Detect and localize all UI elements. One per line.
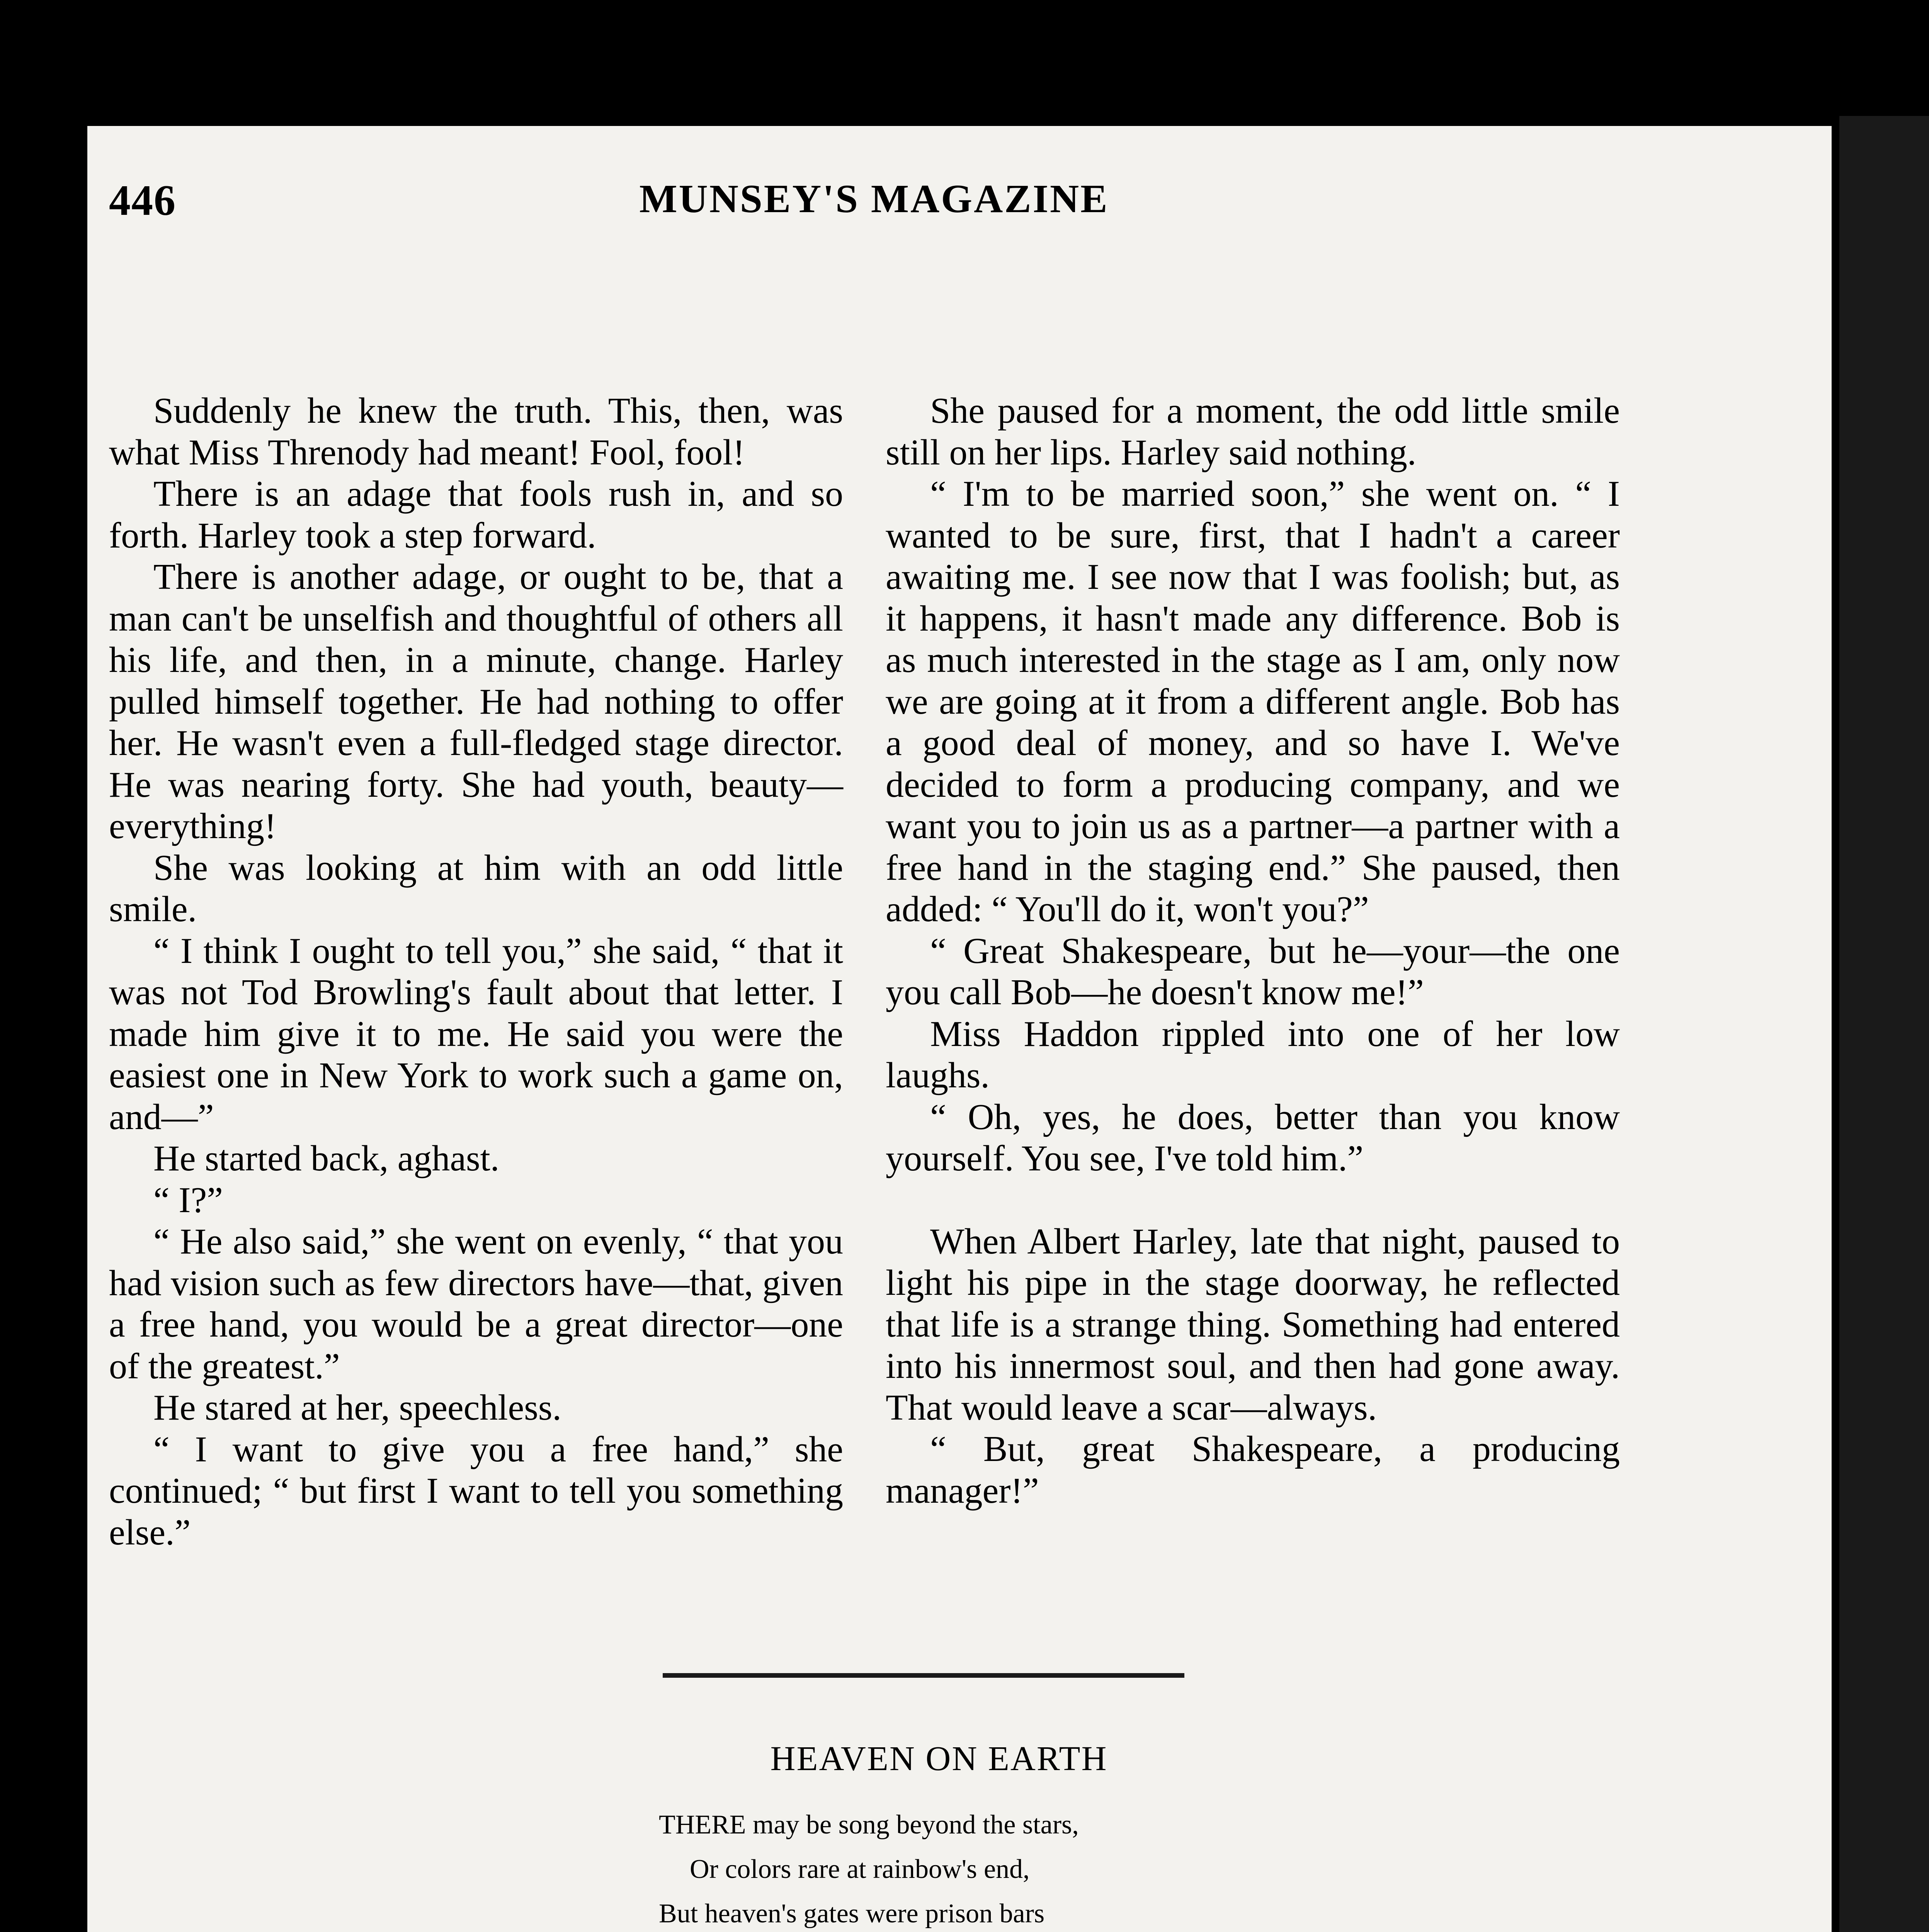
poem-line: Or colors rare at rainbow's end, xyxy=(690,1854,1030,1884)
poem-line: THERE may be song beyond the stars, xyxy=(659,1810,1079,1840)
paragraph: “ I think I ought to tell you,” she said, “ that it was not Tod Browling's fault about that letter. I made him give it to me. He said you were the easiest one in New York to work such a game on, and—” xyxy=(109,930,843,1137)
poem-stanza xyxy=(659,1803,1548,1932)
paragraph: There is another adage, or ought to be, that a man can't be unselfish and thoughtful of others all his life, and then, in a minute, change. Harley pulled himself together. He had nothing to offer her. He wasn't even a full-fledged stage director. He was nearing forty. She had youth, beauty—everything! xyxy=(109,557,843,846)
section-divider xyxy=(663,1673,1184,1678)
paragraph: “ I'm to be married soon,” she went on. “ I wanted to be sure, first, that I hadn't a career awaiting me. I see now that I was foolish; but, as it happens, it hasn't made any difference. Bob is as much interested in the stage as I am, only now we are going at it from a different angle. Bob has a good deal of money, and so have I. We've decided to form a producing company, and we want you to join us as a partner—a partner with a free hand in the staging end.” She paused, then added: “ You'll do it, won't you?” xyxy=(886,474,1620,929)
page-header xyxy=(109,176,1639,234)
section-break xyxy=(886,1180,1620,1221)
poem-line: But heaven's gates were prison bars xyxy=(659,1899,1045,1929)
paragraph: He stared at her, speechless. xyxy=(153,1388,561,1428)
paragraph: “ I?” xyxy=(153,1180,223,1220)
paragraph: When Albert Harley, late that night, paused to light his pipe in the stage doorway, he reflected that life is a strange thing. Something had entered into his innermost soul, and then had gone away. That would leave a scar—always. xyxy=(886,1221,1620,1428)
paragraph: Suddenly he knew the truth. This, then, was what Miss Threnody had meant! Fool, fool! xyxy=(109,391,843,473)
paragraph: “ But, great Shakespeare, a producing manager!” xyxy=(886,1429,1620,1511)
paragraph: There is an adage that fools rush in, and so forth. Harley took a step forward. xyxy=(109,474,843,556)
right-column xyxy=(886,390,1620,1512)
paragraph: “ He also said,” she went on evenly, “ that you had vision such as few directors have—that, given a free hand, you would be a great director—one of the greatest.” xyxy=(109,1221,843,1386)
paragraph: “ Oh, yes, he does, better than you know yourself. You see, I've told him.” xyxy=(886,1097,1620,1179)
paragraph: She was looking at him with an odd little smile. xyxy=(109,847,843,929)
paragraph: He started back, aghast. xyxy=(153,1138,500,1179)
poem xyxy=(659,1803,1548,1932)
left-column xyxy=(109,390,843,1553)
poem-title: HEAVEN ON EARTH xyxy=(770,1740,1108,1778)
paragraph: Miss Haddon rippled into one of her low laughs. xyxy=(886,1014,1620,1095)
paragraph: “ Great Shakespeare, but he—your—the one you call Bob—he doesn't know me!” xyxy=(886,930,1620,1012)
running-title: MUNSEY'S MAGAZINE xyxy=(639,177,1109,221)
paragraph: “ I want to give you a free hand,” she continued; “ but first I want to tell you something else.” xyxy=(109,1429,843,1553)
page-number: 446 xyxy=(109,177,176,224)
paragraph: She paused for a moment, the odd little smile still on her lips. Harley said nothing. xyxy=(886,391,1620,473)
book-spine xyxy=(1839,116,1929,1932)
